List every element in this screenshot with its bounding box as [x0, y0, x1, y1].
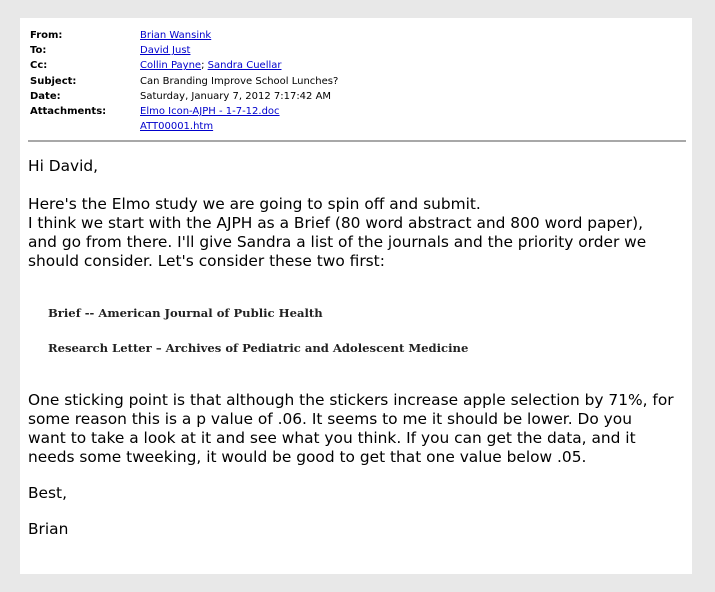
header-divider — [28, 140, 686, 142]
subject-label: Subject: — [30, 75, 77, 87]
attachments-row — [30, 104, 680, 119]
cc-separator: ; — [201, 60, 208, 72]
paragraph-line: needs some tweeking, it would be good to get that one value below .05. — [28, 448, 587, 466]
cc-row — [30, 58, 680, 73]
paragraph-line: I think we start with the AJPH as a Brief (80 word abstract and 800 word paper), — [28, 214, 643, 232]
paragraph-line: and go from there. I'll give Sandra a list of the journals and the priority order we — [28, 233, 647, 251]
email-header — [30, 28, 680, 134]
attachments-label: Attachments: — [30, 105, 107, 117]
paragraph-line: want to take a look at it and see what you think. If you can get the data, and it — [28, 429, 636, 447]
from-label: From: — [30, 30, 63, 41]
attachments-row-2 — [30, 119, 680, 134]
journal-item-ajph: Brief -- American Journal of Public Health — [48, 306, 323, 320]
email-page — [20, 18, 692, 574]
cc-link-sandra[interactable]: Sandra Cuellar — [207, 60, 282, 72]
subject-row — [30, 74, 680, 89]
date-row — [30, 89, 680, 104]
paragraph-line: should consider. Let's consider these two first: — [28, 252, 385, 270]
paragraph-line: Here's the Elmo study we are going to spin off and submit. — [28, 195, 481, 213]
paragraph-intro — [28, 195, 688, 271]
to-label: To: — [30, 45, 47, 57]
from-row — [30, 28, 680, 43]
date-value: Saturday, January 7, 2012 7:17:42 AM — [140, 90, 332, 102]
signature: Brian — [28, 520, 69, 538]
paragraph-line: some reason this is a p value of .06. It seems to me it should be lower. Do you — [28, 410, 632, 428]
greeting: Hi David, — [28, 157, 99, 175]
cc-label: Cc: — [30, 60, 48, 72]
cc-link-collin[interactable]: Collin Payne — [140, 60, 202, 72]
paragraph-line: One sticking point is that although the stickers increase apple selection by 71%, for — [28, 391, 674, 409]
from-link[interactable]: Brian Wansink — [140, 30, 212, 41]
attachment-link-doc[interactable]: Elmo Icon-AJPH - 1-7-12.doc — [140, 105, 280, 117]
to-row — [30, 43, 680, 58]
journal-item-archives: Research Letter – Archives of Pediatric and Adolescent Medicine — [48, 341, 469, 355]
attachment-link-htm[interactable]: ATT00001.htm — [140, 121, 214, 133]
date-label: Date: — [30, 90, 61, 102]
closing: Best, — [28, 484, 67, 502]
paragraph-sticking-point — [28, 391, 688, 467]
subject-value: Can Branding Improve School Lunches? — [140, 75, 339, 87]
to-link[interactable]: David Just — [140, 45, 191, 57]
